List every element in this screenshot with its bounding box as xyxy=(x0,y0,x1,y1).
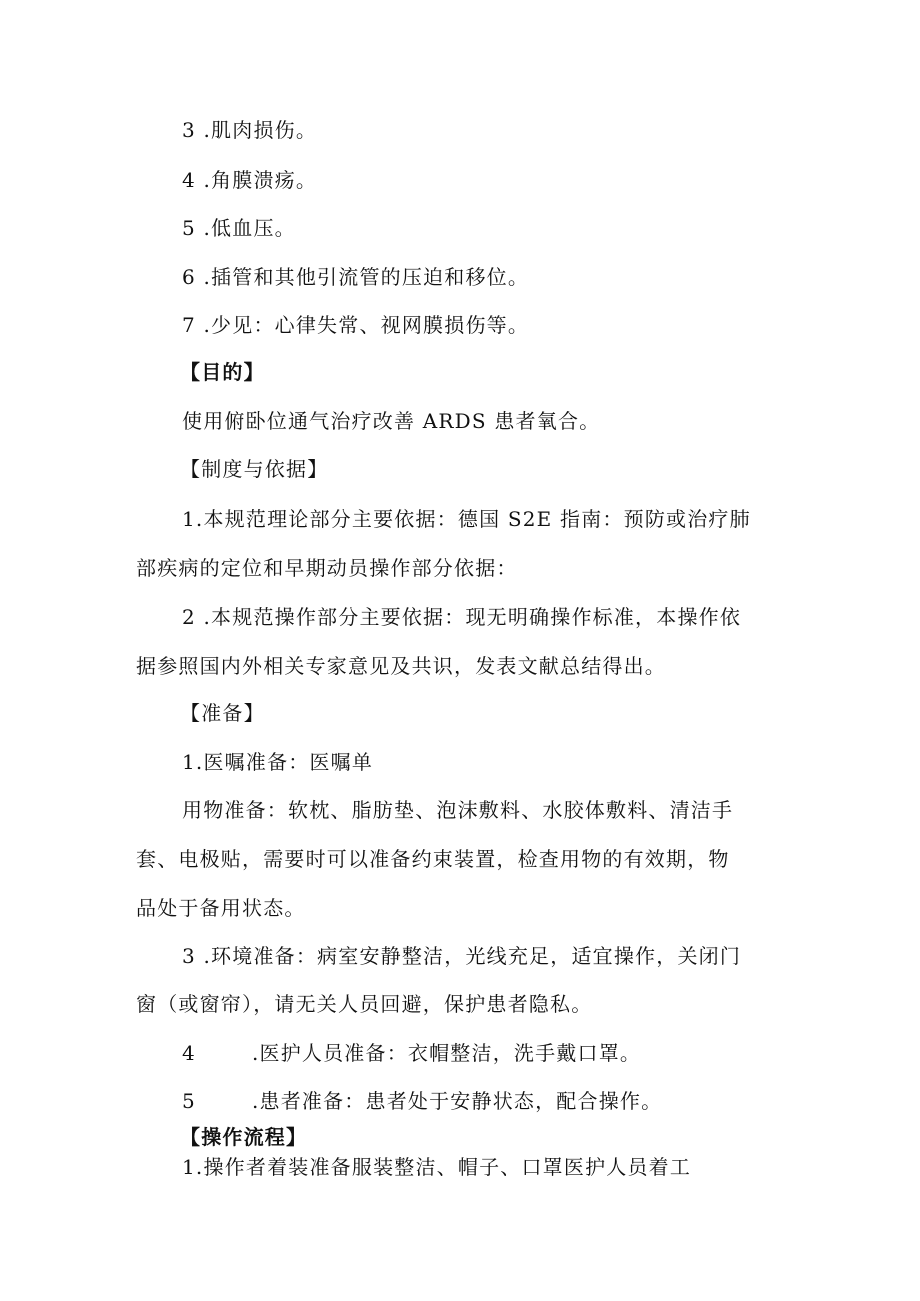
basis-item-2-line-1: 2 .本规范操作部分主要依据：现无明确操作标准，本操作依 xyxy=(182,605,742,629)
purpose-heading: 【目的】 xyxy=(180,360,265,384)
preparation-item-5-number: 5 xyxy=(182,1089,196,1113)
complication-item-4: 4 .角膜溃疡。 xyxy=(182,168,318,192)
complication-item-3: 3 .肌肉损伤。 xyxy=(182,118,318,142)
procedure-heading: 【操作流程】 xyxy=(180,1125,308,1149)
purpose-text: 使用俯卧位通气治疗改善 ARDS 患者氧合。 xyxy=(182,409,601,433)
preparation-item-3-line-2: 窗（或窗帘），请无关人员回避，保护患者隐私。 xyxy=(136,992,593,1016)
basis-item-1-line-1: 1.本规范理论部分主要依据：德国 S2E 指南：预防或治疗肺 xyxy=(182,507,751,531)
preparation-item-5-text: .患者准备：患者处于安静状态，配合操作。 xyxy=(251,1089,663,1113)
preparation-item-4-text: .医护人员准备：衣帽整洁，洗手戴口罩。 xyxy=(251,1041,642,1065)
basis-item-1-line-2: 部疾病的定位和早期动员操作部分依据： xyxy=(136,556,518,580)
preparation-item-5 xyxy=(182,1088,662,1114)
preparation-heading: 【准备】 xyxy=(180,701,265,725)
basis-heading: 【制度与依据】 xyxy=(180,457,329,481)
preparation-item-1: 1.医嘱准备：医嘱单 xyxy=(182,750,374,774)
preparation-supplies-line-2: 套、电极贴，需要时可以准备约束装置，检查用物的有效期，物 xyxy=(136,847,730,871)
complication-item-6: 6 .插管和其他引流管的压迫和移位。 xyxy=(182,265,530,289)
preparation-item-4 xyxy=(182,1040,641,1066)
preparation-item-3-line-1: 3 .环境准备：病室安静整洁，光线充足，适宜操作，关闭门 xyxy=(182,944,742,968)
procedure-item-1: 1.操作者着装准备服装整洁、帽子、口罩医护人员着工 xyxy=(182,1155,692,1179)
preparation-item-4-number: 4 xyxy=(182,1041,196,1065)
preparation-supplies-line-1: 用物准备：软枕、脂肪垫、泡沫敷料、水胶体敷料、清洁手 xyxy=(182,798,734,822)
complication-item-7: 7 .少见：心律失常、视网膜损伤等。 xyxy=(182,313,530,337)
complication-item-5: 5 .低血压。 xyxy=(182,216,296,240)
basis-item-2-line-2: 据参照国内外相关专家意见及共识，发表文献总结得出。 xyxy=(136,654,666,678)
preparation-supplies-line-3: 品处于备用状态。 xyxy=(136,896,306,920)
